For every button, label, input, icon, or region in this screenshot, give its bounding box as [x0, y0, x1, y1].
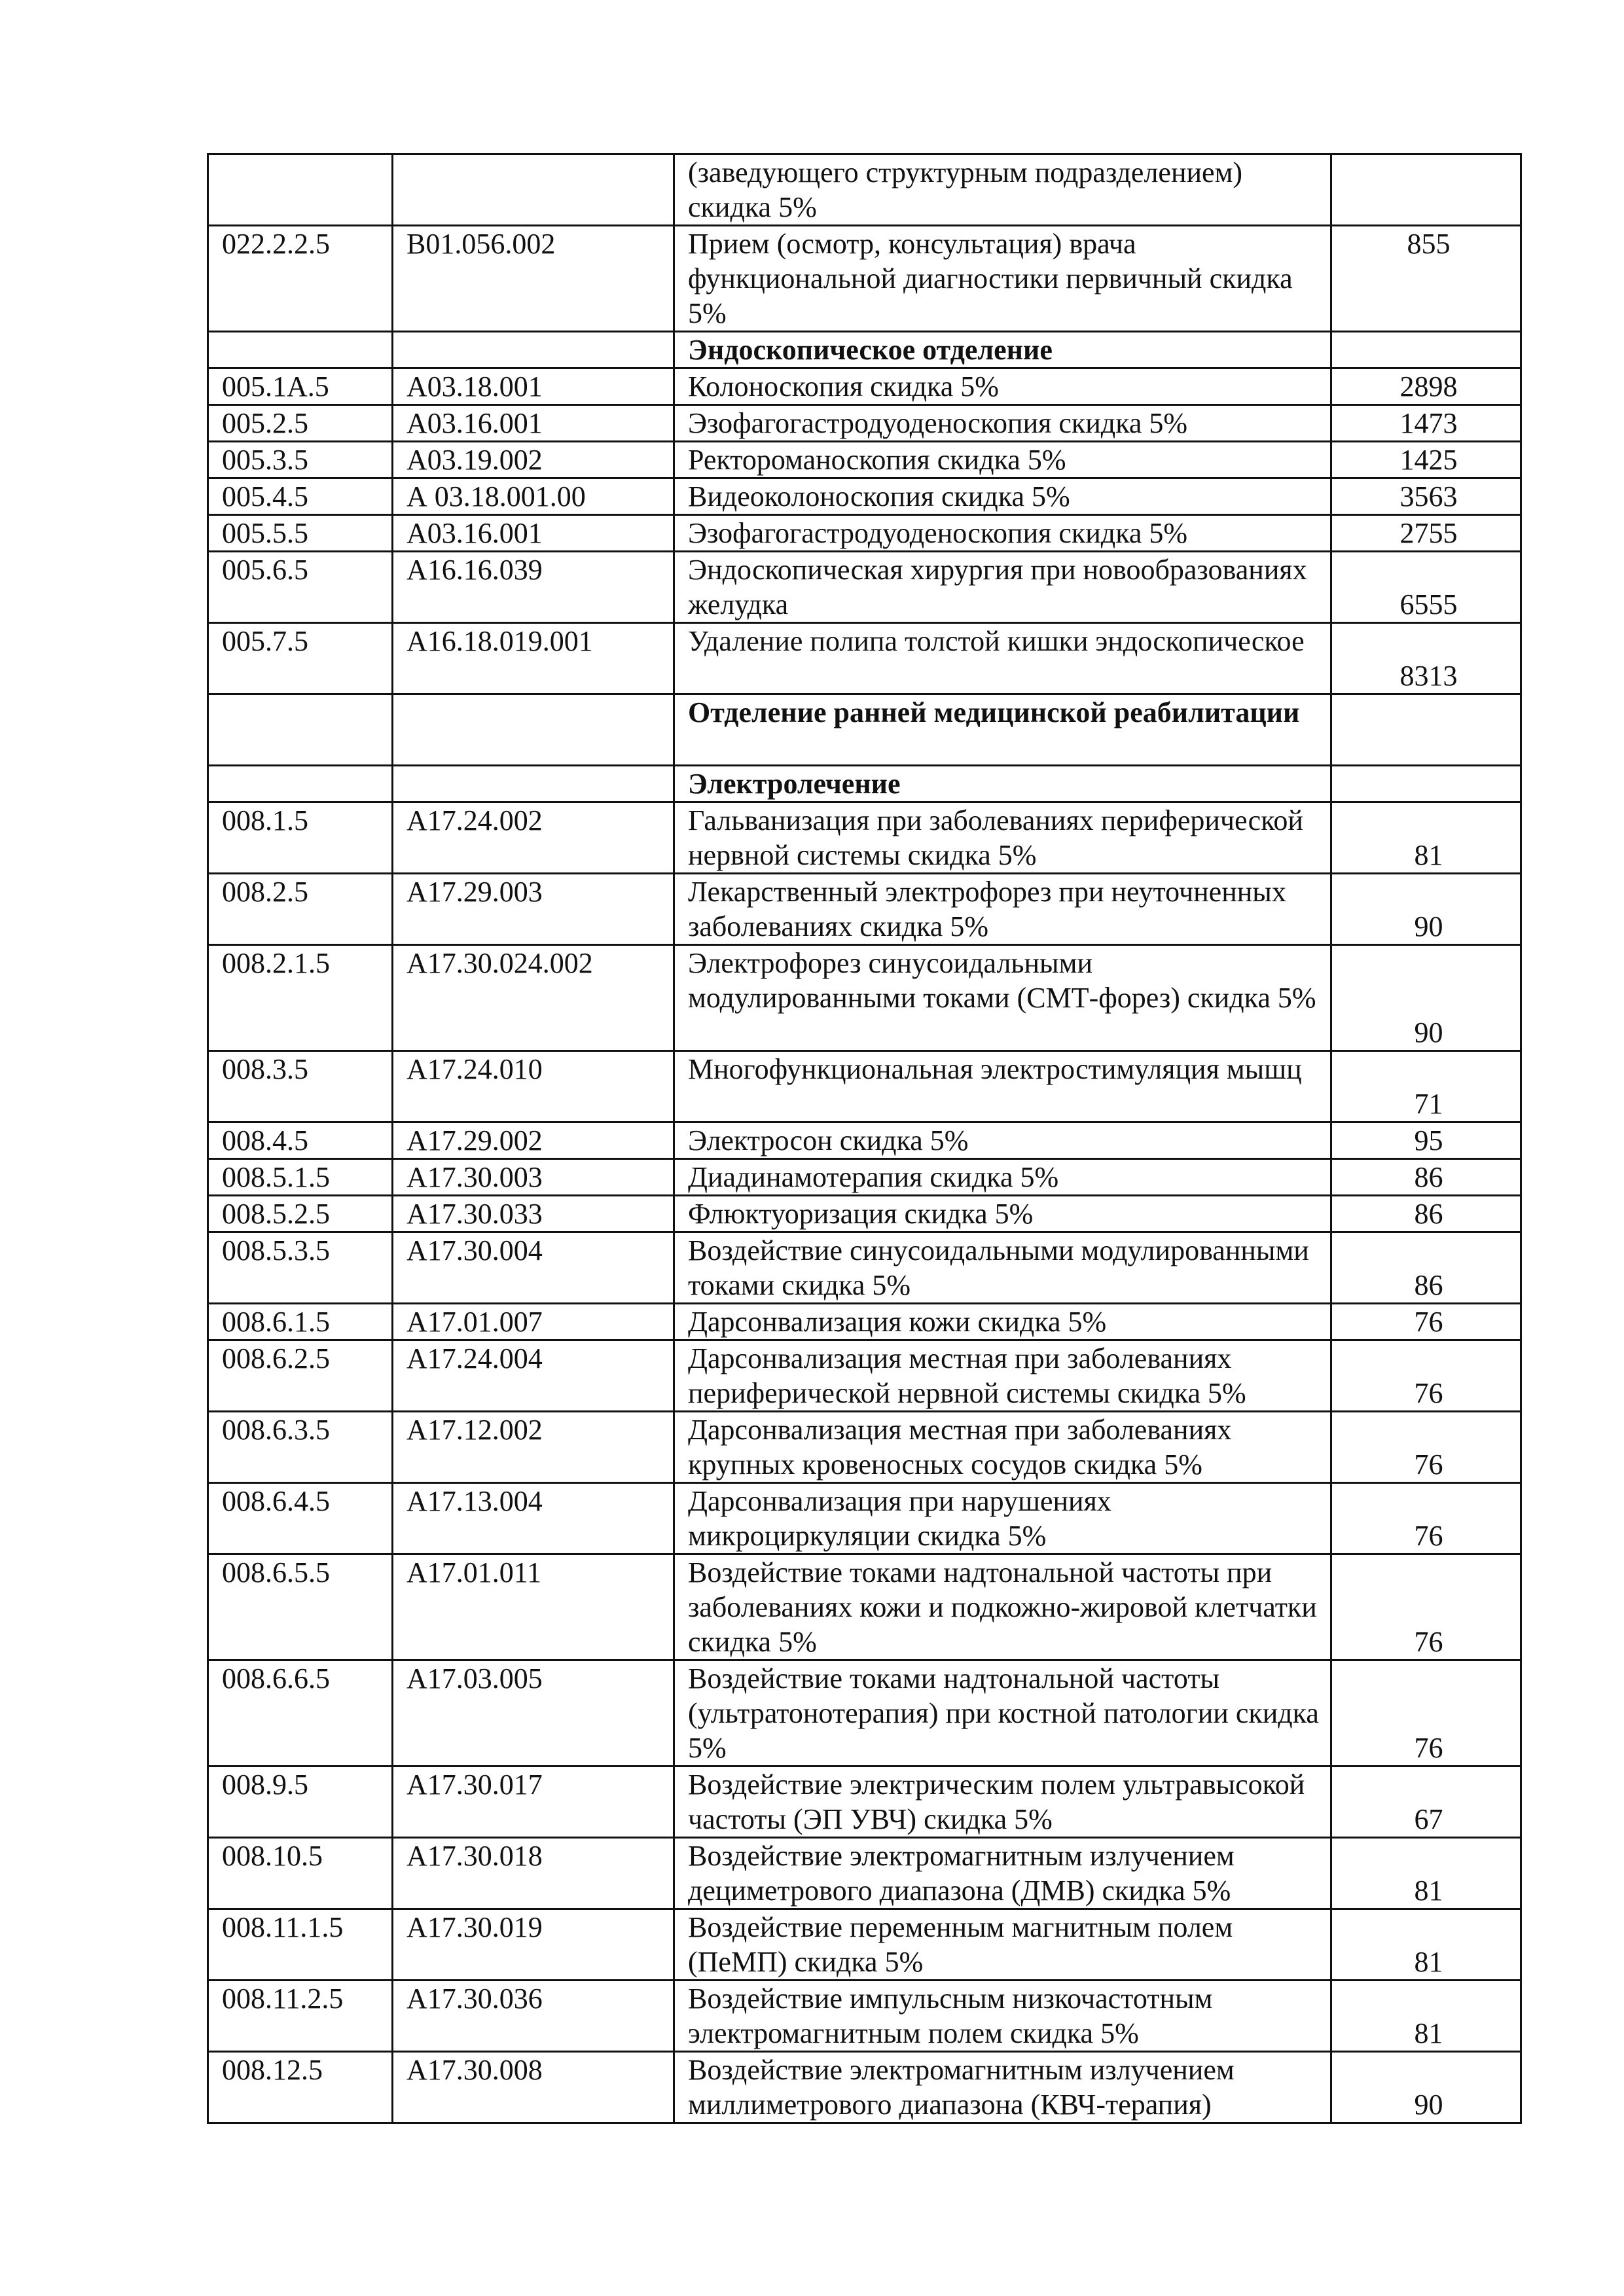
service-name-cell: Прием (осмотр, консультация) врача функциональной диагностики первичный скидка 5%: [674, 226, 1331, 332]
price-cell: 95: [1331, 1122, 1521, 1159]
price-cell: 81: [1331, 1909, 1521, 1981]
price-cell: 76: [1331, 1660, 1521, 1767]
service-name-cell: Воздействие токами надтональной частоты (ультратонотерапия) при костной патологии скидка 5%: [674, 1660, 1331, 1767]
price-cell: 81: [1331, 1981, 1521, 2052]
table-row: [208, 1412, 1521, 1483]
price-cell: 2898: [1331, 368, 1521, 405]
internal-code-cell: 008.4.5: [208, 1122, 393, 1159]
price-cell: 81: [1331, 802, 1521, 874]
service-code-cell: А17.29.002: [393, 1122, 674, 1159]
price-cell: 90: [1331, 2052, 1521, 2123]
table-row: [208, 442, 1521, 478]
service-code-cell: А17.30.019: [393, 1909, 674, 1981]
service-name-cell: Воздействие электромагнитным излучением дециметрового диапазона (ДМВ) скидка 5%: [674, 1838, 1331, 1909]
service-code-cell: B01.056.002: [393, 226, 674, 332]
internal-code-cell: 008.5.2.5: [208, 1196, 393, 1232]
price-cell: [1331, 694, 1521, 766]
table-row: [208, 1981, 1521, 2052]
service-code-cell: [393, 694, 674, 766]
service-name-cell: Дарсонвализация при нарушениях микроциркуляции скидка 5%: [674, 1483, 1331, 1554]
service-code-cell: А17.30.008: [393, 2052, 674, 2123]
service-code-cell: А17.30.017: [393, 1767, 674, 1838]
table-row: [208, 515, 1521, 552]
table-row: [208, 623, 1521, 694]
table-row: [208, 1196, 1521, 1232]
service-code-cell: А03.16.001: [393, 515, 674, 552]
internal-code-cell: 005.7.5: [208, 623, 393, 694]
price-list-body: [208, 154, 1521, 2123]
internal-code-cell: 008.2.1.5: [208, 945, 393, 1051]
section-title: Эндоскопическое отделение: [674, 332, 1331, 368]
price-cell: 8313: [1331, 623, 1521, 694]
price-cell: 76: [1331, 1554, 1521, 1660]
service-code-cell: А17.30.003: [393, 1159, 674, 1196]
service-code-cell: [393, 154, 674, 226]
service-code-cell: А17.30.024.002: [393, 945, 674, 1051]
table-row: [208, 1304, 1521, 1340]
table-row: [208, 1159, 1521, 1196]
price-cell: 90: [1331, 945, 1521, 1051]
section-title: Отделение ранней медицинской реабилитации: [674, 694, 1331, 766]
service-code-cell: А17.30.018: [393, 1838, 674, 1909]
service-code-cell: [393, 766, 674, 802]
internal-code-cell: 008.9.5: [208, 1767, 393, 1838]
table-row: [208, 368, 1521, 405]
table-row: [208, 1051, 1521, 1122]
service-name-cell: Воздействие токами надтональной частоты при заболеваниях кожи и подкожно-жировой клетчатки скидка 5%: [674, 1554, 1331, 1660]
table-row: [208, 1483, 1521, 1554]
service-code-cell: А17.29.003: [393, 874, 674, 945]
table-row: [208, 405, 1521, 442]
price-cell: 3563: [1331, 478, 1521, 515]
internal-code-cell: 005.6.5: [208, 552, 393, 623]
price-cell: 6555: [1331, 552, 1521, 623]
price-cell: 76: [1331, 1483, 1521, 1554]
service-name-cell: Диадинамотерапия скидка 5%: [674, 1159, 1331, 1196]
service-code-cell: А17.01.007: [393, 1304, 674, 1340]
service-name-cell: Дарсонвализация кожи скидка 5%: [674, 1304, 1331, 1340]
internal-code-cell: 008.12.5: [208, 2052, 393, 2123]
price-cell: 855: [1331, 226, 1521, 332]
service-code-cell: А16.16.039: [393, 552, 674, 623]
service-code-cell: А17.12.002: [393, 1412, 674, 1483]
table-row: [208, 552, 1521, 623]
internal-code-cell: 022.2.2.5: [208, 226, 393, 332]
section-header-row: [208, 766, 1521, 802]
internal-code-cell: 008.1.5: [208, 802, 393, 874]
service-code-cell: А03.18.001: [393, 368, 674, 405]
service-name-cell: Лекарственный электрофорез при неуточненных заболеваниях скидка 5%: [674, 874, 1331, 945]
price-cell: [1331, 766, 1521, 802]
internal-code-cell: 008.6.3.5: [208, 1412, 393, 1483]
internal-code-cell: 005.5.5: [208, 515, 393, 552]
service-code-cell: А 03.18.001.00: [393, 478, 674, 515]
table-row: [208, 2052, 1521, 2123]
section-header-row: [208, 332, 1521, 368]
internal-code-cell: 005.2.5: [208, 405, 393, 442]
price-cell: 67: [1331, 1767, 1521, 1838]
price-cell: 76: [1331, 1304, 1521, 1340]
price-cell: 90: [1331, 874, 1521, 945]
service-name-cell: Воздействие электрическим полем ультравысокой частоты (ЭП УВЧ) скидка 5%: [674, 1767, 1331, 1838]
internal-code-cell: 008.10.5: [208, 1838, 393, 1909]
service-name-cell: Эндоскопическая хирургия при новообразованиях желудка: [674, 552, 1331, 623]
internal-code-cell: 008.6.4.5: [208, 1483, 393, 1554]
table-row: [208, 1340, 1521, 1412]
service-name-cell: Многофункциональная электростимуляция мышц: [674, 1051, 1331, 1122]
service-name-cell: Эзофагогастродуоденоскопия скидка 5%: [674, 405, 1331, 442]
service-name-cell: Ректороманоскопия скидка 5%: [674, 442, 1331, 478]
service-code-cell: А03.16.001: [393, 405, 674, 442]
table-row: [208, 154, 1521, 226]
service-name-cell: Воздействие переменным магнитным полем (ПеМП) скидка 5%: [674, 1909, 1331, 1981]
service-name-cell: Воздействие синусоидальными модулированными токами скидка 5%: [674, 1232, 1331, 1304]
service-code-cell: А17.30.036: [393, 1981, 674, 2052]
internal-code-cell: [208, 332, 393, 368]
table-row: [208, 226, 1521, 332]
table-row: [208, 945, 1521, 1051]
service-code-cell: А17.30.033: [393, 1196, 674, 1232]
price-cell: 76: [1331, 1412, 1521, 1483]
service-name-cell: Воздействие электромагнитным излучением миллиметрового диапазона (КВЧ-терапия): [674, 2052, 1331, 2123]
service-name-cell: (заведующего структурным подразделением) скидка 5%: [674, 154, 1331, 226]
price-list-table: [207, 153, 1522, 2124]
internal-code-cell: 008.6.6.5: [208, 1660, 393, 1767]
price-cell: 2755: [1331, 515, 1521, 552]
internal-code-cell: 008.5.1.5: [208, 1159, 393, 1196]
service-name-cell: Дарсонвализация местная при заболеваниях крупных кровеносных сосудов скидка 5%: [674, 1412, 1331, 1483]
service-name-cell: Воздействие импульсным низкочастотным электромагнитным полем скидка 5%: [674, 1981, 1331, 2052]
service-code-cell: А17.01.011: [393, 1554, 674, 1660]
service-name-cell: Электросон скидка 5%: [674, 1122, 1331, 1159]
service-code-cell: А17.13.004: [393, 1483, 674, 1554]
table-row: [208, 1767, 1521, 1838]
service-code-cell: А17.24.004: [393, 1340, 674, 1412]
table-row: [208, 1838, 1521, 1909]
service-code-cell: А17.24.010: [393, 1051, 674, 1122]
table-row: [208, 1909, 1521, 1981]
price-cell: 81: [1331, 1838, 1521, 1909]
price-cell: 86: [1331, 1232, 1521, 1304]
section-header-row: [208, 694, 1521, 766]
service-code-cell: А16.18.019.001: [393, 623, 674, 694]
table-row: [208, 874, 1521, 945]
table-row: [208, 802, 1521, 874]
service-name-cell: Удаление полипа толстой кишки эндоскопическое: [674, 623, 1331, 694]
service-name-cell: Эзофагогастродуоденоскопия скидка 5%: [674, 515, 1331, 552]
service-name-cell: Дарсонвализация местная при заболеваниях периферической нервной системы скидка 5%: [674, 1340, 1331, 1412]
price-cell: 1473: [1331, 405, 1521, 442]
internal-code-cell: [208, 694, 393, 766]
table-row: [208, 1554, 1521, 1660]
price-cell: 86: [1331, 1159, 1521, 1196]
internal-code-cell: 008.6.5.5: [208, 1554, 393, 1660]
table-row: [208, 1660, 1521, 1767]
table-row: [208, 1232, 1521, 1304]
service-name-cell: Флюктуоризация скидка 5%: [674, 1196, 1331, 1232]
section-title: Электролечение: [674, 766, 1331, 802]
table-row: [208, 478, 1521, 515]
internal-code-cell: 008.5.3.5: [208, 1232, 393, 1304]
service-code-cell: [393, 332, 674, 368]
service-name-cell: Электрофорез синусоидальными модулированными токами (СМТ-форез) скидка 5%: [674, 945, 1331, 1051]
price-cell: [1331, 332, 1521, 368]
price-cell: 1425: [1331, 442, 1521, 478]
internal-code-cell: [208, 154, 393, 226]
price-cell: 71: [1331, 1051, 1521, 1122]
service-code-cell: А17.24.002: [393, 802, 674, 874]
internal-code-cell: 008.6.2.5: [208, 1340, 393, 1412]
service-code-cell: А17.30.004: [393, 1232, 674, 1304]
internal-code-cell: [208, 766, 393, 802]
service-name-cell: Гальванизация при заболеваниях периферической нервной системы скидка 5%: [674, 802, 1331, 874]
internal-code-cell: 005.1А.5: [208, 368, 393, 405]
price-cell: [1331, 154, 1521, 226]
price-cell: 86: [1331, 1196, 1521, 1232]
service-name-cell: Видеоколоноскопия скидка 5%: [674, 478, 1331, 515]
service-code-cell: А17.03.005: [393, 1660, 674, 1767]
internal-code-cell: 005.4.5: [208, 478, 393, 515]
internal-code-cell: 008.2.5: [208, 874, 393, 945]
table-row: [208, 1122, 1521, 1159]
internal-code-cell: 008.11.1.5: [208, 1909, 393, 1981]
internal-code-cell: 008.6.1.5: [208, 1304, 393, 1340]
service-name-cell: Колоноскопия скидка 5%: [674, 368, 1331, 405]
internal-code-cell: 008.11.2.5: [208, 1981, 393, 2052]
service-code-cell: А03.19.002: [393, 442, 674, 478]
internal-code-cell: 005.3.5: [208, 442, 393, 478]
price-cell: 76: [1331, 1340, 1521, 1412]
internal-code-cell: 008.3.5: [208, 1051, 393, 1122]
